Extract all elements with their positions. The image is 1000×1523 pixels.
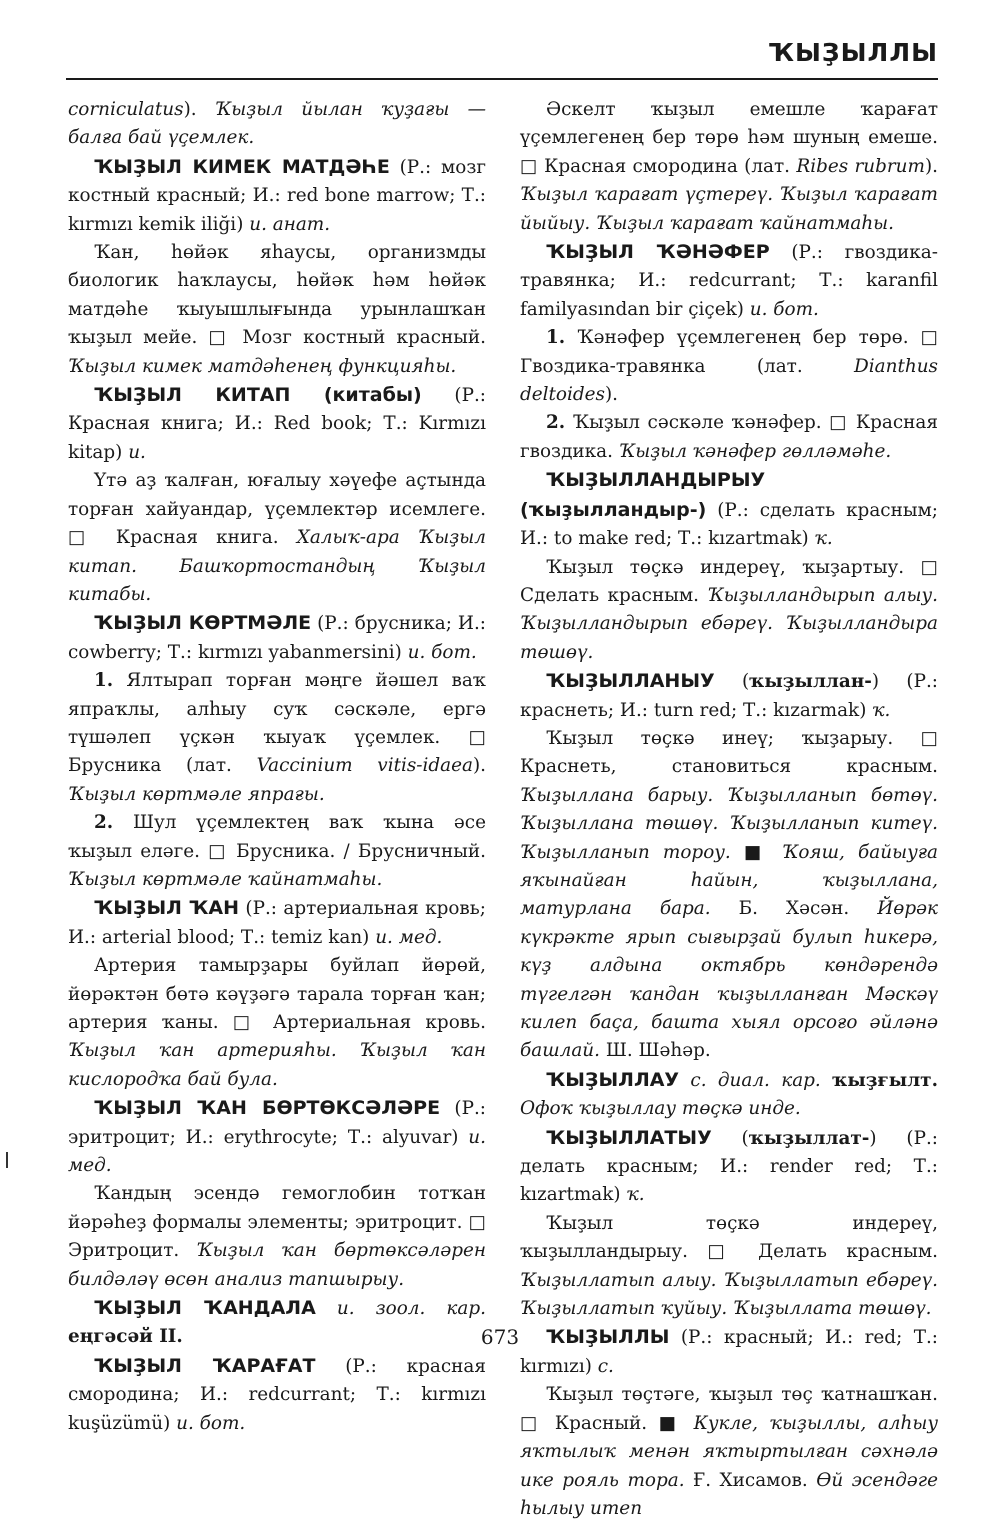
left_column-paragraph-9: Артерия тамырҙары буйлап йөрөй, йөрәктән бөтә кәүҙәгә тарала торған ҡан; артерия ҡаны. □ Артериальная кровь. Ҡыҙыл ҡан артерияһы. Ҡыҙыл ҡан кислородҡа бай була. (68, 955, 486, 1090)
left_column-paragraph-12: ҠЫҘЫЛ ҠАНДАЛА и. зоол. кар. еңгәсәй II. (68, 1297, 486, 1348)
left_column-paragraph-3: ҠЫҘЫЛ КИТАП (китабы) (Р.: Красная книга; И.: Red book; Т.: Kırmızı kitap) и. (68, 384, 486, 463)
left_column-paragraph-11: Ҡандың эсендә гемоглобин тотҡан йәрәһеҙ формалы элементы; эритроцит. □ Эритроцит. Ҡыҙыл ҡан бөртөксәләрен билдәләү өсөн анализ тапшырыу. (68, 1183, 486, 1290)
page-number: 673 (480, 1325, 520, 1349)
right_column-paragraph-3: 2. Ҡыҙыл сәскәле ҡәнәфер. □ Красная гвоздика. Ҡыҙыл ҡәнәфер гөлләмәһе. (520, 412, 938, 462)
left_column-paragraph-10: ҠЫҘЫЛ ҠАН БӨРТӨКСӘЛӘРЕ (Р.: эритроцит; И.: erythrocyte; Т.: alyuvar) и. мед. (68, 1097, 486, 1177)
right_column-paragraph-7: Ҡыҙыл төҫкә инеү; ҡыҙарыу. □ Краснеть, становиться красным. Ҡыҙыллана барыу. Ҡыҙылланып бөтөү. Ҡыҙыллана төшөү. Ҡыҙылланып китеү. Ҡыҙылланып тороу. ■ Ҡояш, байыуға яҡынайған һайын, ҡыҙыллана, матурлана бара. Б. Хәсән. Йөрәк күкрәкте ярып сығырҙай булып һикерә, күҙ алдына октябрь көндәрендә түгелгән ҡандан ҡыҙылланған Мәскәү килеп баҫа, башта хыял орсоғо әйләнә башлай. Ш. Шәһәр. (520, 727, 938, 1062)
right_column-paragraph-1: ҠЫҘЫЛ ҠӘНӘФЕР (Р.: гвоздика-травянка; И.: redcurrant; Т.: karanfil familyasından bir çiçek) и. бот. (520, 241, 938, 320)
right_column-paragraph-4: ҠЫҘЫЛЛАНДЫРЫУ (ҡыҙылландыр-) (Р.: сделать красным; И.: to make red; Т.: kızartmak) ҡ. (520, 469, 938, 550)
right_column-paragraph-2: 1. Ҡәнәфер үҫемлегенең бер төрө. □ Гвоздика-травянка (лат. Dianthus deltoides). (520, 327, 938, 406)
right_column-paragraph-9: ҠЫҘЫЛЛАТЫУ (ҡыҙыллат-) (Р.: делать красным; И.: render red; Т.: kızartmak) ҡ. (520, 1126, 938, 1206)
right_column-paragraph-0: Әскелт ҡыҙыл емешле ҡарағат үҫемлегенең бер төрө һәм шуның емеше. □ Красная смородина (лат. Ribes rubrum). Ҡыҙыл ҡарағат үҫтереү. Ҡыҙыл ҡарағат йыйыу. Ҡыҙыл ҡарағат ҡайнатмаһы. (520, 99, 938, 234)
left_column-paragraph-6: 1. Ялтырап торған мәңге йәшел ваҡ япраҡлы, алһыу суҡ сәскәле, ергә түшәлеп үҫкән ҡыуаҡ үҫемлек. □ Брусника (лат. Vaccinium vitis-idaea). Ҡыҙыл көртмәле япрағы. (68, 670, 486, 805)
header-rule (66, 78, 938, 80)
margin-mark (6, 1152, 8, 1168)
left_column-paragraph-13: ҠЫҘЫЛ ҠАРАҒАТ (Р.: красная смородина; И.: redcurrant; Т.: kırmızı kuşüzümü) и. бот. (68, 1354, 486, 1434)
left_column-paragraph-4: Үтә аҙ ҡалған, юғалыу хәүефе аҫтында торған хайуандар, үҫемлектәр исемлеге. □ Красная книга. Халыҡ-ара Ҡыҙыл китап. Башҡортостандың Ҡыҙыл китабы. (68, 470, 486, 605)
left_column-paragraph-1: ҠЫҘЫЛ КИМЕК МАТДӘҺЕ (Р.: мозг костный красный; И.: red bone marrow; Т.: kırmızı kemik iliği) и. анат. (68, 155, 486, 235)
left_column-paragraph-8: ҠЫҘЫЛ ҠАН (Р.: артериальная кровь; И.: arterial blood; Т.: temiz kan) и. мед. (68, 897, 486, 948)
right_column-paragraph-12: Ҡыҙыл төҫтәге, ҡыҙыл төҫ ҡатнашҡан. □ Красный. ■ Кукле, ҡыҙыллы, алһыу яҡтылыҡ менән яҡтыртылған сәхнәлә ике рояль тора. Ғ. Хисамов. Өй эсендәге һылыу итеп (520, 1384, 939, 1519)
running-head: ҠЫҘЫЛЛЫ (768, 38, 938, 67)
left_column-paragraph-7: 2. Шул үҫемлектең ваҡ ҡына әсе ҡыҙыл еләге. □ Брусника. / Брусничный. Ҡыҙыл көртмәле ҡайнатмаһы. (68, 812, 486, 890)
right-column (520, 96, 938, 1523)
left-column (68, 96, 486, 1438)
left_column-paragraph-2: Ҡан, һөйәк яһаусы, организмды биологик һаҡлаусы, һөйәк һәм һөйәк матдәһе ҡыуышлығында урынлашҡан ҡыҙыл мейе. □ Мозг костный красный. Ҡыҙыл кимек матдәһенең функцияһы. (68, 242, 486, 377)
right_column-paragraph-8: ҠЫҘЫЛЛАУ с. диал. кар. ҡыҙғылт. Офоҡ ҡыҙыллау төҫкә инде. (520, 1068, 938, 1120)
right_column-paragraph-6: ҠЫҘЫЛЛАНЫУ (ҡыҙыллан-) (Р.: краснеть; И.: turn red; Т.: kızarmak) ҡ. (520, 670, 938, 721)
left_column-paragraph-0: corniculatus). Ҡыҙыл йылан ҡуҙағы — балға бай үҫемлек. (68, 99, 486, 149)
right_column-paragraph-5: Ҡыҙыл төҫкә индереү, ҡыҙартыу. □ Сделать красным. Ҡыҙылландырып алыу. Ҡыҙылландырып ебәреү. Ҡыҙылландыра төшөү. (520, 556, 938, 663)
right_column-paragraph-11: ҠЫҘЫЛЛЫ (Р.: красный; И.: red; Т.: kırmızı) с. (520, 1326, 938, 1377)
left_column-paragraph-5: ҠЫҘЫЛ КӨРТМӘЛЕ (Р.: брусника; И.: cowberry; Т.: kırmızı yabanmersini) и. бот. (68, 612, 486, 663)
right_column-paragraph-10: Ҡыҙыл төҫкә индереү, ҡыҙылландырыу. □ Делать красным. Ҡыҙыллатып алыу. Ҡыҙыллатып ебәреү. Ҡыҙыллатып ҡуйыу. Ҡыҙыллата төшөү. (520, 1212, 938, 1320)
